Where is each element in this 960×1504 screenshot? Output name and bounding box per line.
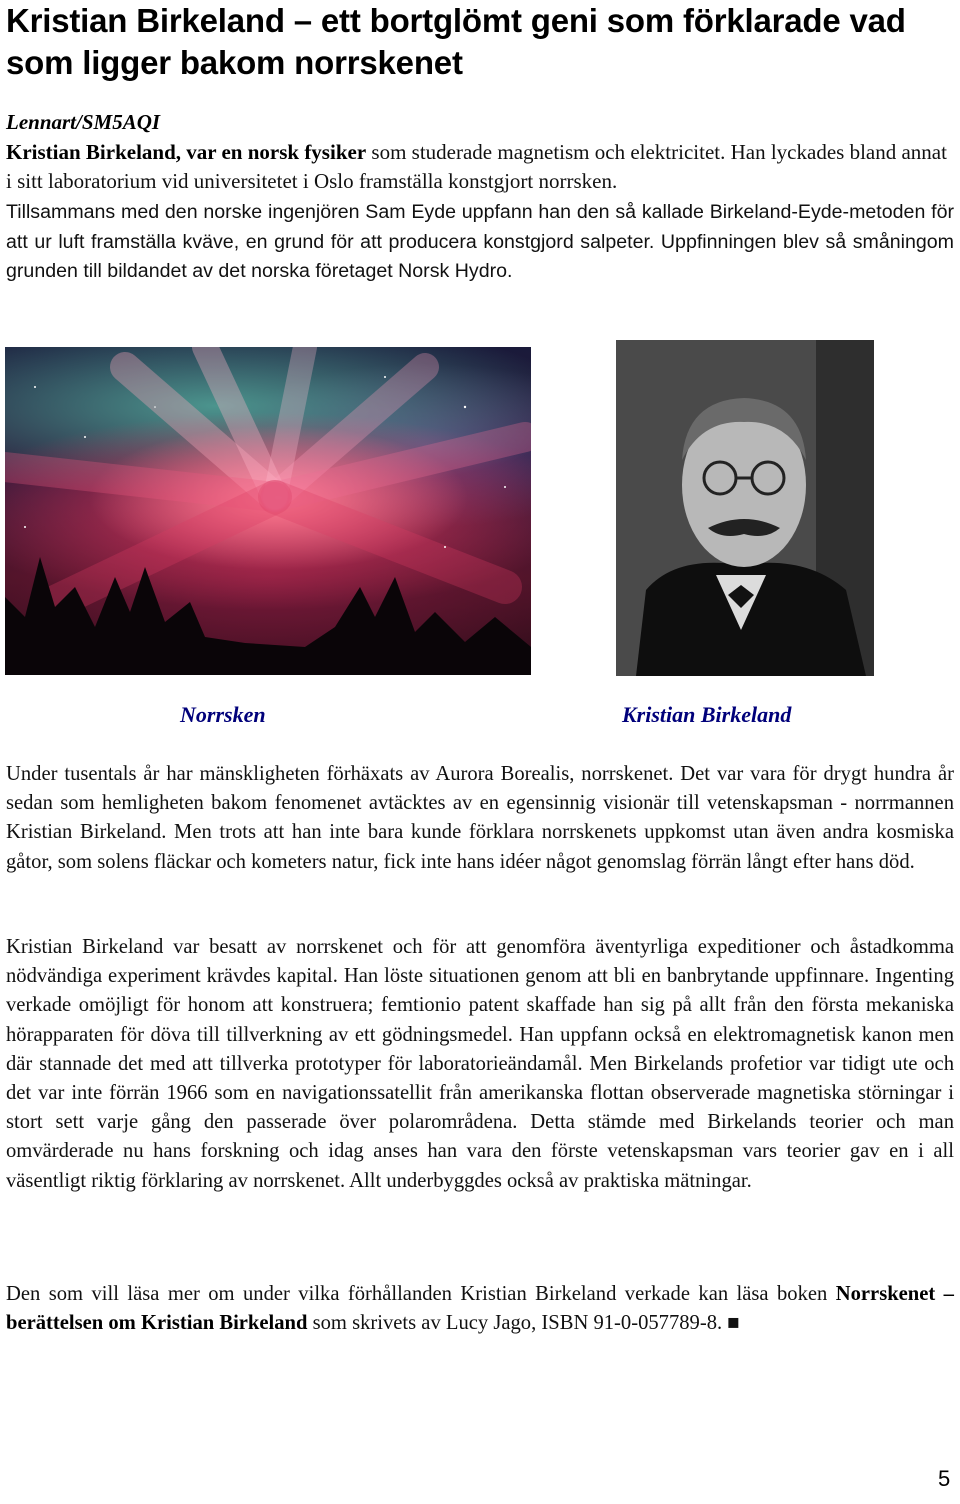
portrait-illustration <box>616 340 874 676</box>
aurora-illustration <box>5 347 531 675</box>
intro-paragraph <box>6 138 954 196</box>
intro-bold-lead: Kristian Birkeland, var en norsk fysiker <box>6 140 367 164</box>
paragraph-book <box>6 1280 954 1338</box>
book-intro-text: Den som vill läsa mer om under vilka förhållanden Kristian Birkeland verkade kan läsa boken <box>6 1283 836 1305</box>
paragraph-invention: Tillsammans med den norske ingenjören Sam Eyde uppfann han den så kallade Birkeland-Eyde-metoden för att ur luft framställa kväve, en grund för att producera konstgjord salpeter. Uppfinningen blev så småningom grunden till bildandet av det norska företaget Norsk Hydro. <box>6 201 954 282</box>
book-title: Norrskenet – berättelsen om Kristian Birkeland <box>6 1283 954 1335</box>
aurora-photo <box>5 347 531 675</box>
paragraph-history: Under tusentals år har mänskligheten förhäxats av Aurora Borealis, norrskenet. Det var vara för drygt hundra år sedan som hemligheten bakom fenomenet avtäcktes av en egensinnig visionär till vetenskapsman - norrmannen Kristian Birkeland. Men trots att han inte bara kunde förklara norrskenets uppkomst utan även andra kosmiska gåtor, som solens fläckar och kometers natur, fick inte hans idéer något genomslag förrän långt efter hans död. <box>6 763 954 873</box>
book-details: som skrivets av Lucy Jago, ISBN 91-0-057789-8. ■ <box>307 1312 740 1335</box>
article-title: Kristian Birkeland – ett bortglömt geni som förklarade vad som ligger bakom norrskenet <box>6 2 906 81</box>
caption-portrait: Kristian Birkeland <box>622 702 792 727</box>
caption-aurora: Norrsken <box>180 702 266 727</box>
intro-text: som studerade magnetism och elektricitet. Han lyckades bland annat i sitt laboratorium vid universitetet i Oslo framställa konstgjort norrsken. <box>6 140 947 193</box>
author-line: Lennart/SM5AQI <box>6 110 161 134</box>
birkeland-portrait <box>616 340 874 676</box>
paragraph-inventions: Kristian Birkeland var besatt av norrskenet och för att genomföra äventyrliga expeditioner och åstadkomma nödvändiga experiment krävdes kapital. Han löste situationen genom att bli en banbrytande uppfinnare. Ingenting verkade omöjligt för honom att konstruera; femtionio patent skaffade han sig på allt från den första mekaniska hörapparaten för döva till tillverkning av ett gödningsmedel. Han uppfann också en elektromagnetisk kanon men där stannade det med att tillverka prototyper för laboratorieändamål. Men Birkelands profetior var tidigt ute och det var inte förrän 1966 som en navigationssatellit från amerikanska flottan observerade magnetiska störningar i stort sett varje gång den passerade över polarområdena. Detta stämde med Birkelands teorier och man omvärderade nu hans forskning och idag anses han vara den förste vetenskapsman vars teorier gav en i all väsentligt riktig förklaring av norrskenet. Allt underbyggdes också av praktiska mätningar. <box>6 936 954 1192</box>
page-number: 5 <box>938 1466 951 1491</box>
